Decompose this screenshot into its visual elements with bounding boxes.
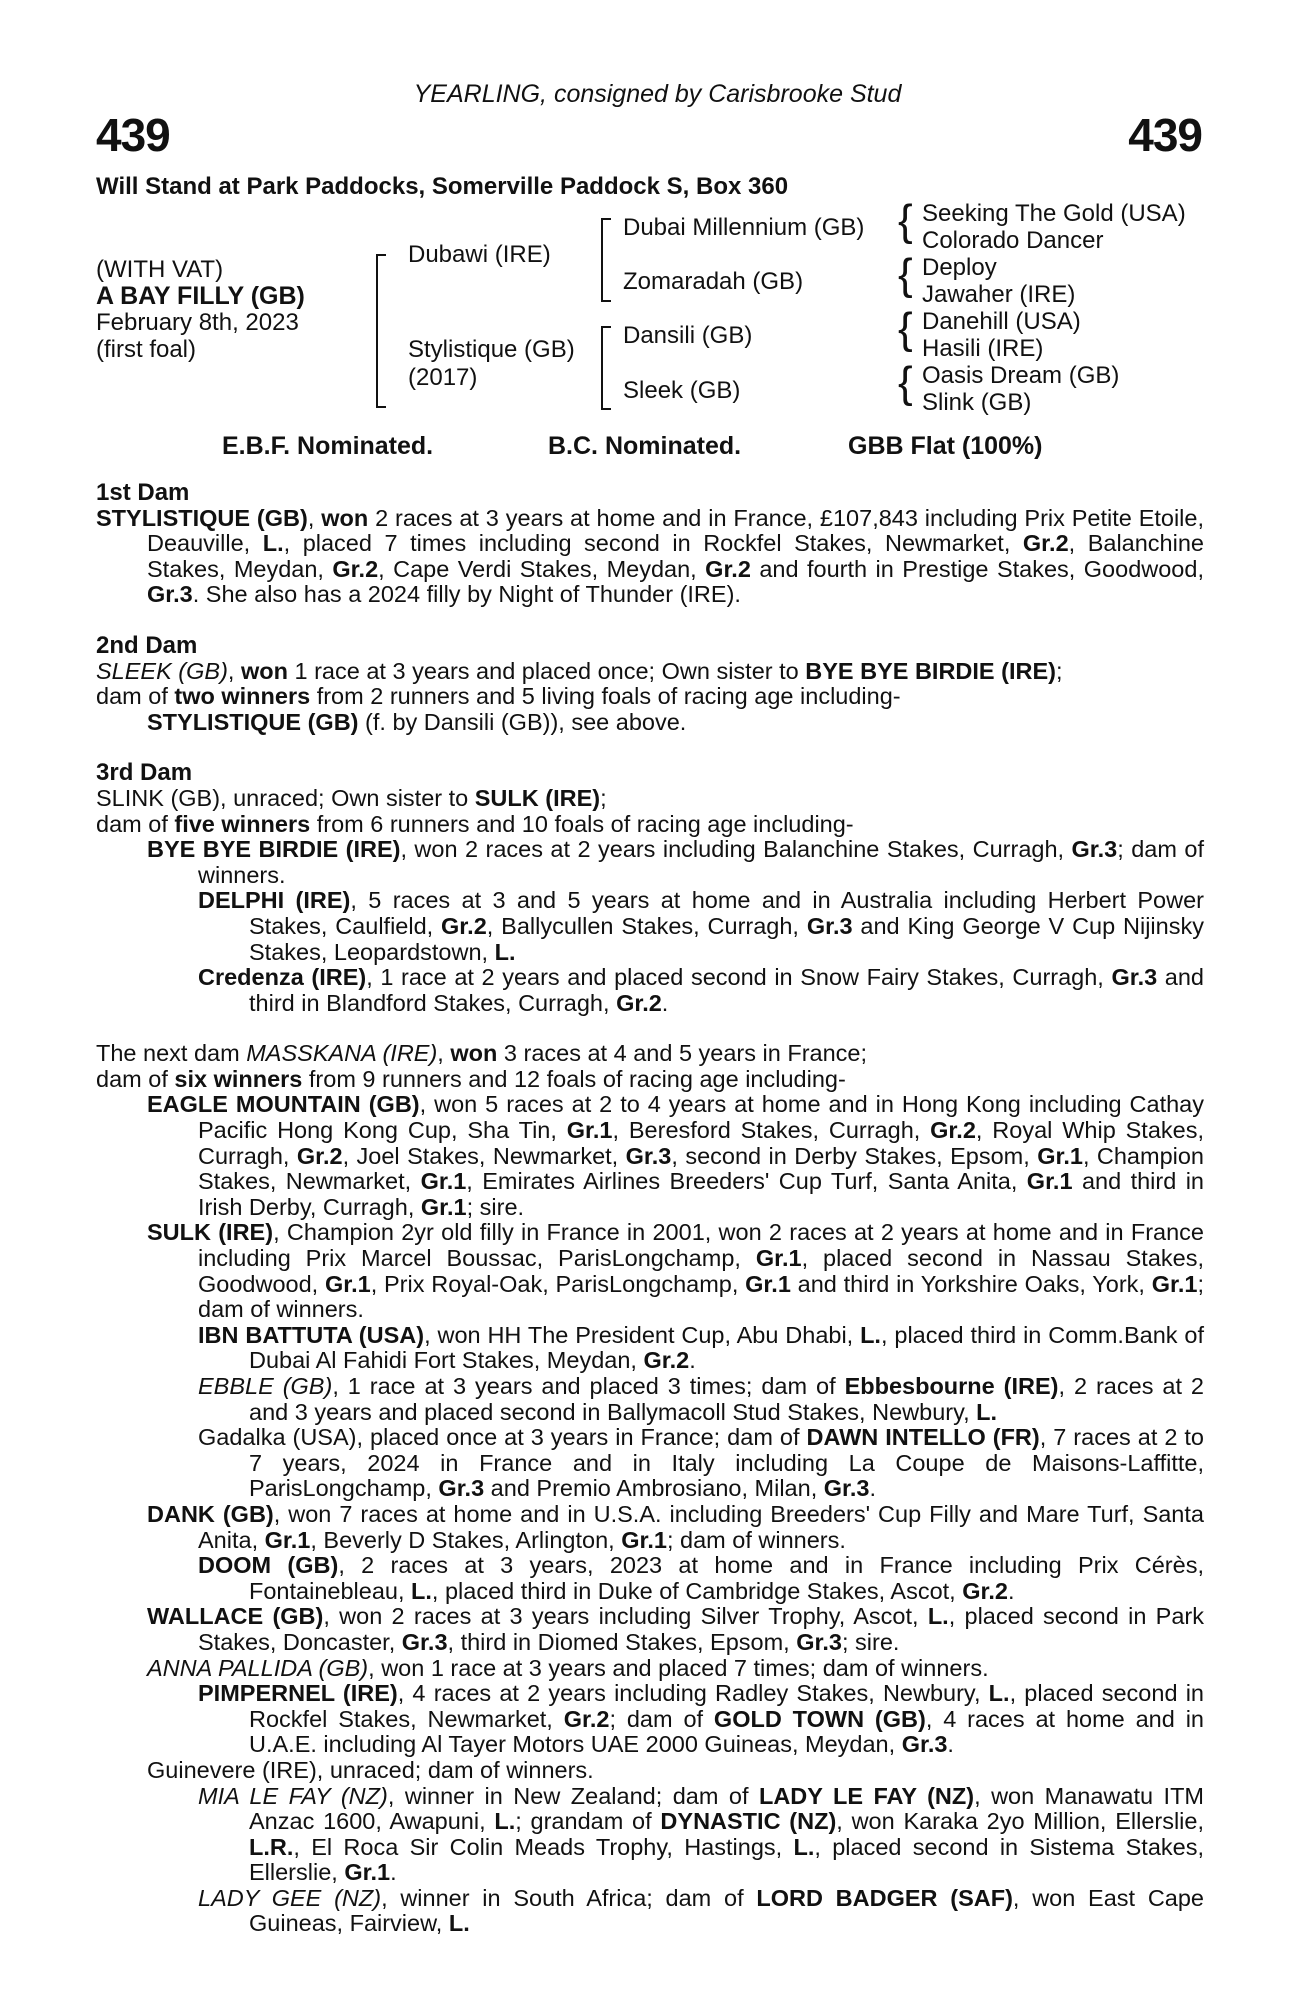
entry-text: , won East Cape Guineas, Fairview, bbox=[249, 1884, 1204, 1937]
bold-text: L. bbox=[411, 1577, 432, 1604]
bold-text: BYE BYE BIRDIE (IRE) bbox=[805, 657, 1056, 684]
dam-heading: 2nd Dam bbox=[96, 631, 198, 659]
pedigree-entry bbox=[96, 1425, 1204, 1502]
dam-heading: 3rd Dam bbox=[96, 759, 193, 787]
entry-text: (f. by Dansili (GB)), see above. bbox=[358, 708, 687, 735]
bold-text: L. bbox=[448, 1910, 470, 1937]
bold-text: LADY LE FAY (NZ) bbox=[758, 1782, 975, 1809]
bold-text: won bbox=[240, 657, 288, 684]
dam-section bbox=[96, 760, 1204, 1016]
entry-text: Guinevere (IRE), unraced; dam of winners. bbox=[147, 1756, 594, 1783]
entry-text: , 1 race at 3 years and placed 3 times; dam of bbox=[332, 1373, 845, 1399]
bold-text: STYLISTIQUE (GB) bbox=[96, 504, 308, 531]
bold-text: EAGLE MOUNTAIN (GB) bbox=[147, 1091, 420, 1118]
dam-section bbox=[96, 1041, 1204, 1937]
italic-text: SLEEK (GB) bbox=[96, 657, 228, 684]
pedigree-g2: Colorado Dancer bbox=[922, 227, 1104, 254]
brace-g1: { bbox=[898, 196, 913, 245]
dam-sire: Dansili (GB) bbox=[623, 322, 753, 349]
bold-text: DOOM (GB) bbox=[198, 1552, 339, 1579]
bold-text: Gr.1 bbox=[420, 1193, 467, 1220]
entry-text: Gadalka (USA), placed once at 3 years in France; dam of bbox=[198, 1424, 807, 1451]
entry-text: . She also has a 2024 filly by Night of Thunder (IRE). bbox=[192, 581, 741, 608]
entry-text: , Joel Stakes, Newmarket, bbox=[342, 1142, 626, 1169]
entry-text: , placed second in Nassau Stakes, Goodwood, bbox=[198, 1245, 1204, 1297]
entry-text: 2 races at 3 years at home and in France, £107,843 including Prix Petite Etoile, Deauville, bbox=[147, 504, 1205, 557]
bold-text: SULK (IRE) bbox=[147, 1219, 274, 1246]
pedigree-g8: Slink (GB) bbox=[922, 389, 1032, 416]
entry-text: , placed third in Duke of Cambridge Stakes, Ascot, bbox=[431, 1577, 963, 1604]
pedigree-entry bbox=[96, 659, 1204, 685]
bold-text: Gr.3 bbox=[1071, 836, 1118, 863]
entry-text: , won 1 race at 3 years and placed 7 times; dam of winners. bbox=[368, 1654, 989, 1681]
bold-text: Gr.2 bbox=[705, 555, 751, 582]
bold-text: Gr.1 bbox=[621, 1526, 667, 1553]
entry-text: , third in Diomed Stakes, Epsom, bbox=[447, 1628, 797, 1655]
dam: Stylistique (GB) bbox=[408, 336, 575, 363]
entry-text: , winner in New Zealand; dam of bbox=[387, 1782, 759, 1809]
entry-text: , El Roca Sir Colin Meads Trophy, Hastings, bbox=[293, 1833, 794, 1860]
entry-text: and King George V Cup Nijinsky Stakes, Leopardstown, bbox=[249, 912, 1204, 965]
bold-text: Gr.1 bbox=[1151, 1270, 1198, 1297]
bold-text: IBN BATTUTA (USA) bbox=[198, 1321, 425, 1348]
entry-text: ; sire. bbox=[841, 1628, 900, 1655]
pedigree-entry bbox=[96, 1323, 1204, 1374]
brace-g4: { bbox=[898, 358, 913, 407]
entry-text: , 4 races at 2 years including Radley Stakes, Newbury, bbox=[397, 1680, 989, 1707]
bold-text: DELPHI (IRE) bbox=[198, 887, 351, 914]
pedigree-brace-dam bbox=[601, 326, 611, 410]
bold-text: Ebbesbourne (IRE) bbox=[844, 1373, 1059, 1399]
pedigree-g6: Hasili (IRE) bbox=[922, 335, 1044, 362]
entry-text: dam of bbox=[96, 683, 175, 710]
entry-text: , placed 7 times including second in Rockfel Stakes, Newmarket, bbox=[283, 530, 1023, 557]
bold-text: Gr.1 bbox=[1026, 1168, 1073, 1195]
bold-text: Gr.2 bbox=[930, 1117, 976, 1144]
pedigree-entry bbox=[96, 1220, 1204, 1322]
entry-text: ; dam of winners. bbox=[666, 1526, 846, 1553]
sire: Dubawi (IRE) bbox=[408, 241, 551, 268]
bold-text: Gr.2 bbox=[1022, 530, 1069, 557]
entry-text: ; grandam of bbox=[515, 1808, 661, 1835]
bold-text: Gr.3 bbox=[147, 581, 193, 608]
entry-text: and third in Yorkshire Oaks, York, bbox=[790, 1270, 1152, 1297]
entry-text: and third in Blandford Stakes, Curragh, bbox=[249, 964, 1204, 1016]
pedigree-entry bbox=[96, 1067, 1204, 1093]
entry-text: , won 2 races at 3 years including Silver Trophy, Ascot, bbox=[323, 1603, 928, 1630]
entry-text: , won 7 races at home and in U.S.A. including Breeders' Cup Filly and Mare Turf, Santa Anita, bbox=[198, 1500, 1204, 1553]
entry-text: , 1 race at 2 years and placed second in Snow Fairy Stakes, Curragh, bbox=[366, 964, 1112, 991]
entry-text: , Champion Stakes, Newmarket, bbox=[198, 1142, 1204, 1195]
pedigree-entry bbox=[96, 684, 1204, 710]
entry-text: , 7 races at 2 to 7 years, 2024 in France and in Italy including La Coupe de Maisons-Laffitte, ParisLongchamp, bbox=[249, 1424, 1204, 1502]
pedigree-g7: Oasis Dream (GB) bbox=[922, 362, 1120, 389]
bold-text: SULK (IRE) bbox=[474, 784, 601, 811]
bold-text: two winners bbox=[174, 683, 311, 710]
pedigree-entry bbox=[96, 506, 1204, 608]
entry-text: 1 race at 3 years and placed once; Own sister to bbox=[287, 657, 806, 684]
entry-text: ; sire. bbox=[466, 1193, 525, 1220]
entry-text: from 2 runners and 5 living foals of racing age including- bbox=[310, 683, 901, 710]
dam-heading: 1st Dam bbox=[96, 479, 190, 506]
consignment-line: YEARLING, consigned by Carisbrooke Stud bbox=[413, 80, 902, 108]
bold-text: Credenza (IRE) bbox=[198, 964, 367, 991]
pedigree-g5: Danehill (USA) bbox=[922, 308, 1081, 335]
entry-text: , placed third in Comm.Bank of Dubai Al Fahidi Fort Stakes, Meydan, bbox=[249, 1321, 1204, 1374]
bold-text: GOLD TOWN (GB) bbox=[713, 1705, 926, 1732]
entry-text: , winner in South Africa; dam of bbox=[381, 1884, 757, 1911]
entry-text: , Beverly D Stakes, Arlington, bbox=[310, 1526, 622, 1553]
pedigree-entry bbox=[96, 1604, 1204, 1655]
entry-text: , bbox=[307, 504, 322, 531]
pedigree-entry bbox=[96, 812, 1204, 838]
bold-text: Gr.3 bbox=[823, 1475, 870, 1502]
entry-text: , 2 races at 3 years, 2023 at home and in France including Prix Cérès, Fontainebleau, bbox=[249, 1552, 1204, 1604]
brace-g2: { bbox=[898, 250, 913, 299]
bold-text: Gr.2 bbox=[441, 912, 487, 939]
pedigree-entry bbox=[96, 1784, 1204, 1886]
bold-text: L. bbox=[927, 1603, 949, 1630]
entry-text: , placed second in Park Stakes, Doncaster, bbox=[198, 1603, 1204, 1655]
bold-text: L.R. bbox=[249, 1833, 294, 1860]
bold-text: Gr.2 bbox=[616, 989, 662, 1016]
horse-name: A BAY FILLY (GB) bbox=[96, 282, 305, 310]
pedigree-entry bbox=[96, 1092, 1204, 1220]
entry-text: . bbox=[661, 989, 669, 1016]
entry-text: , Cape Verdi Stakes, Meydan, bbox=[378, 555, 706, 582]
pedigree-entry bbox=[96, 1681, 1204, 1758]
bold-text: Gr.3 bbox=[1111, 964, 1158, 991]
foal-note: (first foal) bbox=[96, 336, 197, 363]
bold-text: Gr.3 bbox=[401, 1628, 448, 1655]
pedigree-entry bbox=[96, 1041, 1204, 1067]
entry-text: , won Manawatu ITM Anzac 1600, Awapuni, bbox=[249, 1782, 1204, 1835]
bold-text: won bbox=[450, 1040, 498, 1067]
entry-text: . bbox=[689, 1347, 696, 1374]
pedigree-entry bbox=[96, 1374, 1204, 1425]
dam-dam: Sleek (GB) bbox=[623, 377, 741, 404]
entry-text: , Beresford Stakes, Curragh, bbox=[612, 1117, 931, 1144]
pedigree-g3: Deploy bbox=[922, 254, 997, 281]
bold-text: Gr.3 bbox=[438, 1475, 485, 1502]
bold-text: Gr.1 bbox=[264, 1526, 311, 1553]
pedigree-entry bbox=[96, 710, 1204, 736]
entry-text: , won HH The President Cup, Abu Dhabi, bbox=[424, 1321, 861, 1348]
bold-text: Gr.3 bbox=[901, 1731, 948, 1758]
vat-note: (WITH VAT) bbox=[96, 256, 224, 283]
entry-text: and fourth in Prestige Stakes, Goodwood, bbox=[750, 555, 1204, 582]
entry-text: , Prix Royal-Oak, ParisLongchamp, bbox=[370, 1270, 746, 1297]
pedigree-entry bbox=[96, 1656, 1204, 1682]
bold-text: L. bbox=[793, 1833, 815, 1860]
bold-text: PIMPERNEL (IRE) bbox=[198, 1680, 398, 1707]
bold-text: Gr.1 bbox=[1037, 1142, 1083, 1169]
bold-text: Gr.1 bbox=[755, 1245, 802, 1272]
entry-text: , Balanchine Stakes, Meydan, bbox=[147, 530, 1204, 582]
pedigree-entry bbox=[96, 1502, 1204, 1553]
bold-text: Gr.2 bbox=[296, 1142, 343, 1169]
bold-text: Gr.1 bbox=[745, 1270, 791, 1297]
bold-text: Gr.3 bbox=[806, 912, 853, 939]
entry-text: ; bbox=[600, 784, 607, 811]
pedigree-entry bbox=[96, 837, 1204, 888]
pedigree-g1: Seeking The Gold (USA) bbox=[922, 200, 1186, 227]
pedigree-entry bbox=[96, 786, 1204, 812]
bold-text: Gr.3 bbox=[796, 1628, 842, 1655]
stand-location: Will Stand at Park Paddocks, Somerville Paddock S, Box 360 bbox=[96, 173, 789, 200]
bold-text: WALLACE (GB) bbox=[147, 1603, 324, 1630]
bold-text: STYLISTIQUE (GB) bbox=[147, 708, 359, 735]
pedigree-entry bbox=[96, 888, 1204, 965]
entry-text: , placed second in Sistema Stakes, Ellerslie, bbox=[249, 1833, 1204, 1886]
entry-text: , 2 races at 2 and 3 years and placed second in Ballymacoll Stud Stakes, Newbury, bbox=[249, 1373, 1204, 1425]
italic-text: MIA LE FAY (NZ) bbox=[198, 1782, 388, 1809]
entry-text: SLINK (GB), unraced; Own sister to bbox=[96, 784, 475, 811]
entry-text: dam of bbox=[96, 810, 175, 837]
entry-text: , Champion 2yr old filly in France in 2001, won 2 races at 2 years at home and in France including Prix Marcel Boussac, ParisLongchamp, bbox=[198, 1219, 1204, 1272]
italic-text: LADY GEE (NZ) bbox=[198, 1884, 382, 1911]
entry-text: ; bbox=[1055, 657, 1063, 684]
entry-text: . bbox=[390, 1859, 397, 1886]
entry-text: , won 2 races at 2 years including Balanchine Stakes, Curragh, bbox=[400, 836, 1072, 863]
bold-text: DYNASTIC (NZ) bbox=[660, 1808, 837, 1835]
entry-text: , Emirates Airlines Breeders' Cup Turf, Santa Anita, bbox=[466, 1168, 1027, 1195]
bold-text: L. bbox=[860, 1321, 881, 1348]
entry-text: from 6 runners and 10 foals of racing age including- bbox=[310, 810, 854, 837]
bold-text: DANK (GB) bbox=[147, 1500, 274, 1527]
pedigree-entry bbox=[96, 1553, 1204, 1604]
entry-text: ; dam of winners. bbox=[198, 1270, 1204, 1323]
pedigree-g4: Jawaher (IRE) bbox=[922, 281, 1076, 308]
entry-text: , Royal Whip Stakes, Curragh, bbox=[198, 1117, 1204, 1169]
entry-text: . bbox=[947, 1731, 954, 1758]
pedigree-entry bbox=[96, 965, 1204, 1016]
bold-text: won bbox=[321, 504, 369, 531]
bold-text: Gr.2 bbox=[643, 1347, 690, 1374]
entry-text: , Ballycullen Stakes, Curragh, bbox=[486, 912, 807, 939]
bold-text: L. bbox=[262, 530, 284, 557]
entry-text: ; dam of bbox=[609, 1705, 714, 1732]
italic-text: EBBLE (GB) bbox=[198, 1373, 333, 1399]
bold-text: LORD BADGER (SAF) bbox=[756, 1884, 1013, 1911]
bold-text: BYE BYE BIRDIE (IRE) bbox=[147, 836, 401, 863]
entry-text: , 5 races at 3 and 5 years at home and in Australia including Herbert Power Stakes, Caulfield, bbox=[249, 887, 1204, 939]
brace-g3: { bbox=[898, 304, 913, 353]
italic-text: MASSKANA (IRE) bbox=[246, 1040, 438, 1067]
entry-text: dam of bbox=[96, 1065, 175, 1092]
entry-text: ; dam of winners. bbox=[198, 836, 1204, 888]
produce-record bbox=[96, 480, 1204, 1937]
ebf-nomination: E.B.F. Nominated. bbox=[222, 432, 434, 460]
entry-text: and Premio Ambrosiano, Milan, bbox=[484, 1475, 824, 1502]
bold-text: Gr.1 bbox=[420, 1168, 467, 1195]
entry-text: , won 5 races at 2 to 4 years at home and in Hong Kong including Cathay Pacific Hong Kong Cup, Sha Tin, bbox=[198, 1091, 1204, 1144]
sire-dam: Zomaradah (GB) bbox=[623, 268, 804, 295]
bold-text: L. bbox=[976, 1398, 998, 1425]
bold-text: Gr.1 bbox=[324, 1270, 371, 1297]
lot-number-right: 439 bbox=[1128, 109, 1202, 161]
bc-nomination: B.C. Nominated. bbox=[548, 432, 742, 460]
sire-sire: Dubai Millennium (GB) bbox=[623, 214, 865, 241]
bold-text: Gr.3 bbox=[625, 1142, 672, 1169]
bold-text: DAWN INTELLO (FR) bbox=[806, 1424, 1040, 1451]
bold-text: Gr.2 bbox=[962, 1577, 1008, 1604]
pedigree-brace-main bbox=[376, 254, 386, 408]
bold-text: L. bbox=[494, 1808, 516, 1835]
bold-text: five winners bbox=[174, 810, 311, 837]
entry-text: , won Karaka 2yo Million, Ellerslie, bbox=[836, 1808, 1205, 1835]
dam-section bbox=[96, 480, 1204, 608]
lot-number-left: 439 bbox=[96, 109, 170, 161]
bold-text: L. bbox=[988, 1680, 1010, 1707]
bold-text: Gr.1 bbox=[344, 1859, 391, 1886]
bold-text: six winners bbox=[174, 1065, 303, 1092]
gbb-flat: GBB Flat (100%) bbox=[848, 432, 1043, 460]
bold-text: Gr.1 bbox=[566, 1117, 613, 1144]
entry-text: 3 races at 4 and 5 years in France; bbox=[497, 1040, 868, 1067]
pedigree-entry bbox=[96, 1886, 1204, 1937]
pedigree-entry bbox=[96, 1758, 1204, 1784]
entry-text: and third in Irish Derby, Curragh, bbox=[198, 1168, 1204, 1220]
entry-text: , bbox=[437, 1040, 451, 1067]
bold-text: Gr.2 bbox=[332, 555, 379, 582]
pedigree-brace-sire bbox=[601, 218, 611, 302]
dam-year: (2017) bbox=[408, 364, 478, 391]
entry-text: , bbox=[227, 657, 241, 684]
italic-text: ANNA PALLIDA (GB) bbox=[147, 1654, 369, 1681]
dam-section bbox=[96, 633, 1204, 735]
bold-text: Gr.2 bbox=[563, 1705, 610, 1732]
entry-text: The next dam bbox=[96, 1040, 247, 1067]
entry-text: from 9 runners and 12 foals of racing age including- bbox=[302, 1065, 846, 1092]
foaling-date: February 8th, 2023 bbox=[96, 309, 299, 336]
entry-text: . bbox=[1007, 1577, 1015, 1604]
entry-text: , placed second in Rockfel Stakes, Newmarket, bbox=[249, 1680, 1205, 1732]
entry-text: , second in Derby Stakes, Epsom, bbox=[671, 1142, 1038, 1169]
entry-text: . bbox=[869, 1475, 877, 1502]
bold-text: L. bbox=[494, 938, 516, 965]
entry-text: , 4 races at home and in U.A.E. including Al Tayer Motors UAE 2000 Guineas, Meydan, bbox=[249, 1705, 1204, 1758]
